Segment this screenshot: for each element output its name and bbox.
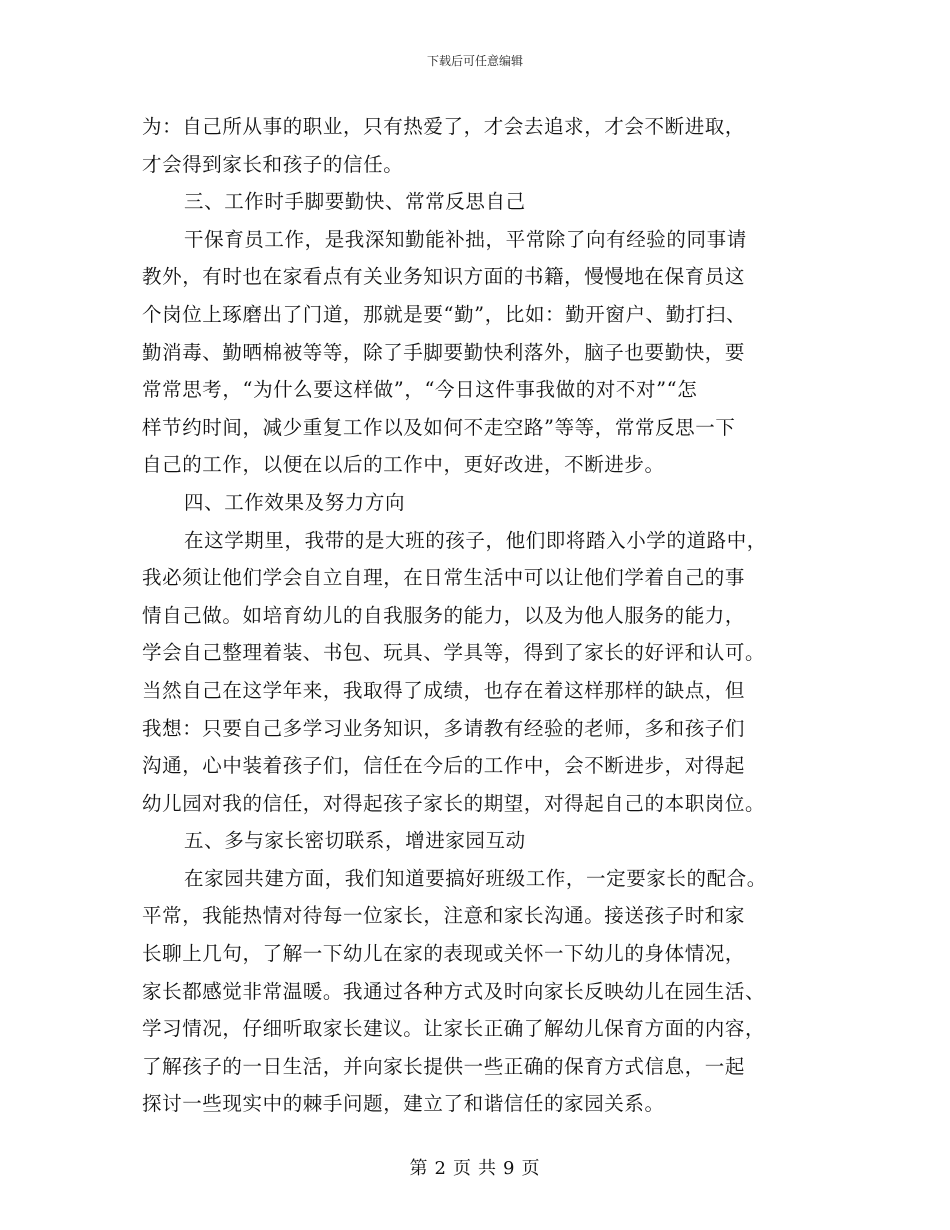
body-line: 自己的工作，以便在以后的工作中，更好改进，不断进步。 (142, 453, 665, 477)
body-line: 才会得到家长和孩子的信任。 (142, 152, 404, 176)
body-line: 当然自己在这学年来，我取得了成绩，也存在着这样那样的缺点，但 (142, 678, 746, 702)
body-line: 样节约时间，减少重复工作以及如何不走空路”等等，常常反思一下 (142, 415, 736, 439)
body-line: 勤消毒、勤晒棉被等等，除了手脚要勤快利落外，脑子也要勤快，要 (142, 340, 746, 364)
footer-total-pages: 9 (503, 1158, 516, 1179)
body-line: 在这学期里，我带的是大班的孩子，他们即将踏入小学的道路中， (184, 528, 767, 552)
body-line: 家长都感觉非常温暖。我通过各种方式及时向家长反映幼儿在园生活、 (142, 979, 766, 1003)
body-line: 学会自己整理着装、书包、玩具、学具等，得到了家长的好评和认可。 (142, 641, 766, 665)
document-body (142, 108, 812, 1123)
body-line: 为：自己所从事的职业，只有热爱了，才会去追求，才会不断进取， (142, 115, 746, 138)
body-line: 常常思考，“为什么要这样做”，“今日这件事我做的对不对”“怎 (142, 378, 698, 402)
footer-total-unit: 页 (521, 1158, 541, 1179)
page-footer (0, 1154, 950, 1180)
body-line: 个岗位上琢磨出了门道，那就是要“勤”，比如：勤开窗户、勤打扫、 (142, 302, 747, 326)
body-line: 在家园共建方面，我们知道要搞好班级工作，一定要家长的配合。 (184, 866, 767, 890)
body-line: 探讨一些现实中的棘手问题，建立了和谐信任的家园关系。 (142, 1092, 665, 1116)
body-line: 幼儿园对我的信任，对得起孩子家长的期望，对得起自己的本职岗位。 (142, 791, 766, 815)
body-line: 干保育员工作，是我深知勤能补拙，平常除了向有经验的同事请 (184, 227, 747, 251)
footer-page-unit: 页 (453, 1158, 472, 1179)
body-line: 我必须让他们学会自立自理，在日常生活中可以让他们学着自己的事 (142, 566, 746, 590)
footer-prefix: 第 (409, 1158, 429, 1179)
body-line: 我想：只要自己多学习业务知识，多请教有经验的老师，多和孩子们 (142, 716, 746, 740)
body-line: 学习情况，仔细听取家长建议。让家长正确了解幼儿保育方面的内容， (142, 1017, 766, 1041)
footer-total-label: 共 (478, 1158, 497, 1179)
section-heading: 五、多与家长密切联系，增进家园互动 (184, 829, 526, 853)
section-heading: 四、工作效果及努力方向 (184, 490, 406, 514)
footer-current-page: 2 (434, 1158, 447, 1179)
body-line: 沟通，心中装着孩子们，信任在今后的工作中，会不断进步，对得起 (142, 754, 746, 778)
body-line: 长聊上几句，了解一下幼儿在家的表现或关怀一下幼儿的身体情况， (142, 942, 746, 966)
section-heading: 三、工作时手脚要勤快、常常反思自己 (184, 190, 526, 214)
body-line: 教外，有时也在家看点有关业务知识方面的书籍，慢慢地在保育员这 (142, 265, 746, 289)
body-line: 了解孩子的一日生活，并向家长提供一些正确的保育方式信息，一起 (142, 1054, 746, 1078)
body-line: 情自己做。如培育幼儿的自我服务的能力，以及为他人服务的能力， (142, 603, 746, 627)
body-line: 平常，我能热情对待每一位家长，注意和家长沟通。接送孩子时和家 (142, 904, 746, 928)
header-note: 下载后可任意编辑 (426, 54, 523, 68)
